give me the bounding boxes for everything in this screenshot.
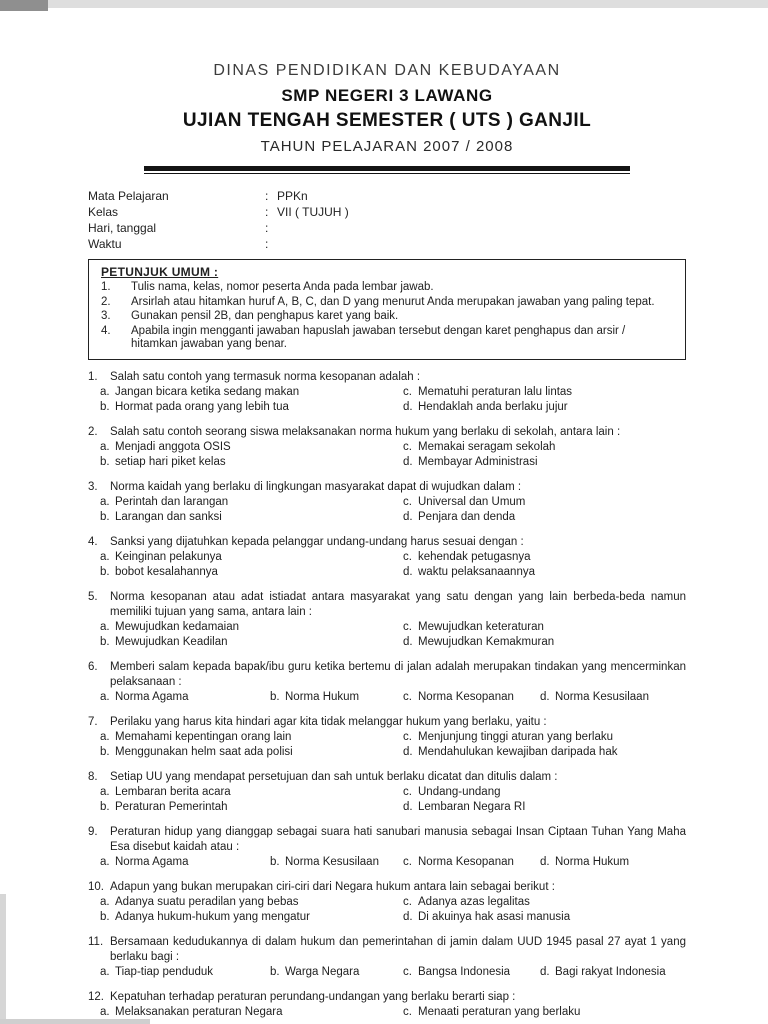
option-label: d. <box>540 855 550 868</box>
exam-title: UJIAN TENGAH SEMESTER ( UTS ) GANJIL <box>182 110 592 131</box>
option-label: d. <box>403 455 413 468</box>
options-grid <box>100 385 686 415</box>
option-text: Mematuhi peraturan lalu lintas <box>418 385 573 398</box>
option-text: Memahami kepentingan orang lain <box>115 730 292 743</box>
info-row <box>88 236 686 252</box>
question-12 <box>88 990 686 1020</box>
option-c <box>403 495 686 510</box>
options-grid <box>100 550 686 580</box>
option-text: waktu pelaksanaannya <box>418 565 535 578</box>
info-row <box>88 204 686 220</box>
question-stem <box>88 590 686 620</box>
instruction-number: 3. <box>101 310 111 322</box>
info-colon: : <box>265 189 269 203</box>
question-text: Norma kaidah yang berlaku di lingkungan masyarakat dapat di wujudkan dalam : <box>110 480 522 493</box>
option-c <box>403 620 686 635</box>
info-colon: : <box>265 221 269 235</box>
info-value <box>277 220 686 236</box>
option-text: Di akuinya hak asasi manusia <box>418 910 571 923</box>
option-label: d. <box>540 965 550 978</box>
option-a <box>100 855 270 870</box>
question-text: Peraturan hidup yang dianggap sebagai suara hati sanubari manusia sebagai Insan Ciptaan Tuhan Yang Maha Esa disebut kaidah atau : <box>110 825 686 853</box>
info-row <box>88 188 686 204</box>
info-value: PPKn <box>277 189 308 203</box>
option-text: Menggunakan helm saat ada polisi <box>115 745 293 758</box>
option-d <box>403 510 686 525</box>
question-9 <box>88 825 686 870</box>
option-d <box>540 965 666 980</box>
question-stem <box>88 770 686 785</box>
option-text: Menjunjung tinggi aturan yang berlaku <box>418 730 613 743</box>
option-text: Menjadi anggota OSIS <box>115 440 231 453</box>
options-grid <box>100 895 686 925</box>
option-b <box>100 800 403 815</box>
option-b <box>100 565 403 580</box>
option-text: Norma Kesopanan <box>418 855 514 868</box>
option-text: Mendahulukan kewajiban daripada hak <box>418 745 618 758</box>
option-label: c. <box>403 385 412 398</box>
options-row <box>100 690 686 705</box>
option-a <box>100 965 270 980</box>
question-text: Perilaku yang harus kita hindari agar kita tidak melanggar hukum yang berlaku, yaitu : <box>110 715 547 728</box>
info-label: Hari, tanggal <box>88 221 157 235</box>
option-text: Keinginan pelakunya <box>115 550 222 563</box>
option-label: d. <box>403 800 413 813</box>
option-c <box>403 690 540 705</box>
options-grid <box>100 1005 686 1020</box>
option-label: d. <box>403 565 413 578</box>
option-text: Norma Agama <box>115 690 189 703</box>
questions-section <box>88 370 686 1020</box>
option-text: Perintah dan larangan <box>115 495 229 508</box>
option-a <box>100 495 403 510</box>
option-label: c. <box>403 495 412 508</box>
option-text: Norma Kesopanan <box>418 690 514 703</box>
option-text: Adanya suatu peradilan yang bebas <box>115 895 299 908</box>
option-b <box>270 965 403 980</box>
option-label: c. <box>403 785 412 798</box>
option-label: b. <box>100 745 110 758</box>
option-text: kehendak petugasnya <box>418 550 531 563</box>
option-label: d. <box>403 400 413 413</box>
option-label: a. <box>100 385 110 398</box>
question-7 <box>88 715 686 760</box>
instruction-number: 1. <box>101 281 111 293</box>
info-value <box>277 236 686 252</box>
option-c <box>403 730 686 745</box>
option-text: Mewujudkan kedamaian <box>115 620 240 633</box>
option-d <box>403 800 686 815</box>
option-text: Bangsa Indonesia <box>418 965 511 978</box>
option-label: c. <box>403 855 412 868</box>
question-number: 5. <box>88 590 98 603</box>
question-text: Salah satu contoh seorang siswa melaksanakan norma hukum yang berlaku di sekolah, antara lain : <box>110 425 621 438</box>
option-b <box>100 745 403 760</box>
instruction-text: Arsirlah atau hitamkan huruf A, B, C, dan D yang menurut Anda merupakan jawaban yang paling tepat. <box>131 295 655 308</box>
instruction-text: Tulis nama, kelas, nomor peserta Anda pada lembar jawab. <box>131 281 434 293</box>
question-number: 12. <box>88 990 104 1003</box>
header-rule-thin <box>144 173 630 174</box>
question-number: 7. <box>88 715 98 728</box>
instruction-item <box>101 296 675 310</box>
option-text: Larangan dan sanksi <box>115 510 222 523</box>
option-label: c. <box>403 690 412 703</box>
document-header <box>88 62 686 174</box>
question-number: 10. <box>88 880 104 893</box>
option-label: c. <box>403 550 412 563</box>
option-text: Memakai seragam sekolah <box>418 440 556 453</box>
option-label: a. <box>100 440 110 453</box>
option-label: c. <box>403 965 412 978</box>
question-stem <box>88 715 686 730</box>
school-name: SMP NEGERI 3 LAWANG <box>281 86 493 105</box>
option-c <box>403 895 686 910</box>
option-text: Warga Negara <box>285 965 360 978</box>
department-title: DINAS PENDIDIKAN DAN KEBUDAYAAN <box>213 62 561 79</box>
option-label: b. <box>270 965 280 978</box>
options-row <box>100 855 686 870</box>
option-label: d. <box>540 690 550 703</box>
question-stem <box>88 935 686 965</box>
scan-artifact-bottom-strip <box>0 1019 150 1024</box>
instructions-title: PETUNJUK UMUM : <box>101 265 219 279</box>
options-grid <box>100 785 686 815</box>
question-text: Setiap UU yang mendapat persetujuan dan sah untuk berlaku dicatat dan ditulis dalam : <box>110 770 558 783</box>
option-a <box>100 785 403 800</box>
info-colon: : <box>265 237 269 251</box>
question-8 <box>88 770 686 815</box>
option-text: Mewujudkan Keadilan <box>115 635 228 648</box>
question-stem <box>88 660 686 690</box>
info-colon: : <box>265 205 269 219</box>
option-label: a. <box>100 495 110 508</box>
option-a <box>100 440 403 455</box>
option-d <box>403 565 686 580</box>
question-stem <box>88 425 686 440</box>
option-a <box>100 620 403 635</box>
options-grid <box>100 730 686 760</box>
option-label: b. <box>100 565 110 578</box>
question-10 <box>88 880 686 925</box>
option-text: setiap hari piket kelas <box>115 455 226 468</box>
question-number: 4. <box>88 535 98 548</box>
option-text: Lembaran Negara RI <box>418 800 526 813</box>
option-c <box>403 855 540 870</box>
instruction-text: Gunakan pensil 2B, dan penghapus karet yang baik. <box>131 310 399 322</box>
option-text: Mewujudkan Kemakmuran <box>418 635 555 648</box>
option-c <box>403 385 686 400</box>
question-1 <box>88 370 686 415</box>
option-b <box>100 400 403 415</box>
option-text: Adanya azas legalitas <box>418 895 530 908</box>
option-label: b. <box>100 400 110 413</box>
question-stem <box>88 825 686 855</box>
scan-artifact-bottom-left <box>0 894 6 1024</box>
options-grid <box>100 620 686 650</box>
question-number: 9. <box>88 825 98 838</box>
instruction-number: 4. <box>101 324 111 337</box>
question-text: Kepatuhan terhadap peraturan perundang-undangan yang berlaku berarti siap : <box>110 990 516 1003</box>
question-number: 8. <box>88 770 98 783</box>
option-b <box>100 910 403 925</box>
option-label: d. <box>403 510 413 523</box>
option-label: a. <box>100 895 110 908</box>
option-text: Melaksanakan peraturan Negara <box>115 1005 283 1018</box>
option-label: d. <box>403 910 413 923</box>
academic-year: TAHUN PELAJARAN 2007 / 2008 <box>260 138 514 155</box>
question-number: 11. <box>88 935 104 948</box>
scan-artifact-top-corner <box>0 0 48 11</box>
option-d <box>403 910 686 925</box>
question-text: Memberi salam kepada bapak/ibu guru ketika bertemu di jalan adalah merupakan tindakan yang mencerminkan pelaksanaan : <box>110 660 686 688</box>
question-stem <box>88 535 686 550</box>
option-text: Membayar Administrasi <box>418 455 538 468</box>
option-text: Bagi rakyat Indonesia <box>555 965 666 978</box>
question-stem <box>88 880 686 895</box>
option-a <box>100 1005 403 1020</box>
option-text: Mewujudkan keteraturan <box>418 620 544 633</box>
question-text: Norma kesopanan atau adat istiadat antara masyarakat yang satu dengan yang lain berbeda-beda namun memiliki tujuan yang sama, antara lain : <box>110 590 686 618</box>
header-rule-thick <box>144 166 630 171</box>
option-d <box>540 855 629 870</box>
option-text: Norma Agama <box>115 855 189 868</box>
question-11 <box>88 935 686 980</box>
option-text: Hendaklah anda berlaku jujur <box>418 400 568 413</box>
option-b <box>100 510 403 525</box>
option-label: a. <box>100 620 110 633</box>
option-text: Adanya hukum-hukum yang mengatur <box>115 910 310 923</box>
question-number: 2. <box>88 425 98 438</box>
option-label: c. <box>403 895 412 908</box>
option-label: a. <box>100 965 110 978</box>
option-b <box>270 690 403 705</box>
option-text: Penjara dan denda <box>418 510 516 523</box>
option-text: Menaati peraturan yang berlaku <box>418 1005 581 1018</box>
option-label: a. <box>100 785 110 798</box>
instruction-item <box>101 325 675 352</box>
instructions-box <box>88 259 686 360</box>
option-d <box>403 400 686 415</box>
question-5 <box>88 590 686 650</box>
question-stem <box>88 990 686 1005</box>
info-label: Waktu <box>88 237 122 251</box>
question-6 <box>88 660 686 705</box>
option-label: b. <box>100 800 110 813</box>
option-label: b. <box>100 910 110 923</box>
question-number: 3. <box>88 480 98 493</box>
option-c <box>403 550 686 565</box>
option-label: a. <box>100 855 110 868</box>
instructions-list <box>101 281 675 352</box>
option-label: c. <box>403 440 412 453</box>
instruction-text: Apabila ingin mengganti jawaban hapuslah jawaban tersebut dengan karet penghapus dan arsir / hitamkan jawaban yang benar. <box>131 324 626 350</box>
info-label: Kelas <box>88 205 119 219</box>
option-a <box>100 730 403 745</box>
question-text: Bersamaan kedudukannya di dalam hukum dan pemerintahan di jamin dalam UUD 1945 pasal 27 ayat 1 yang berlaku bagi : <box>110 935 686 963</box>
options-row <box>100 965 686 980</box>
option-text: Norma Hukum <box>555 855 630 868</box>
option-b <box>100 635 403 650</box>
option-d <box>403 455 686 470</box>
option-text: Undang-undang <box>418 785 501 798</box>
option-label: a. <box>100 730 110 743</box>
option-d <box>540 690 649 705</box>
question-3 <box>88 480 686 525</box>
option-label: a. <box>100 550 110 563</box>
option-label: b. <box>100 455 110 468</box>
option-text: Hormat pada orang yang lebih tua <box>115 400 289 413</box>
option-label: c. <box>403 620 412 633</box>
option-label: b. <box>270 855 280 868</box>
option-a <box>100 690 270 705</box>
instruction-item <box>101 281 675 295</box>
option-label: b. <box>270 690 280 703</box>
option-text: Norma Kesusilaan <box>285 855 379 868</box>
option-a <box>100 550 403 565</box>
info-value: VII ( TUJUH ) <box>277 205 349 219</box>
option-label: a. <box>100 690 110 703</box>
option-label: d. <box>403 745 413 758</box>
option-c <box>403 1005 686 1020</box>
instruction-item <box>101 310 675 324</box>
option-label: c. <box>403 730 412 743</box>
question-stem <box>88 370 686 385</box>
option-d <box>403 745 686 760</box>
options-grid <box>100 440 686 470</box>
option-text: Peraturan Pemerintah <box>115 800 228 813</box>
option-label: a. <box>100 1005 110 1018</box>
question-stem <box>88 480 686 495</box>
option-d <box>403 635 686 650</box>
info-label: Mata Pelajaran <box>88 189 169 203</box>
options-grid <box>100 495 686 525</box>
question-text: Salah satu contoh yang termasuk norma kesopanan adalah : <box>110 370 421 383</box>
option-text: Lembaran berita acara <box>115 785 231 798</box>
option-c <box>403 965 540 980</box>
scan-artifact-top <box>0 0 768 8</box>
instruction-number: 2. <box>101 295 111 308</box>
option-a <box>100 385 403 400</box>
option-text: Norma Kesusilaan <box>555 690 649 703</box>
option-label: b. <box>100 635 110 648</box>
option-text: Jangan bicara ketika sedang makan <box>115 385 300 398</box>
question-number: 6. <box>88 660 98 673</box>
option-c <box>403 440 686 455</box>
exam-info <box>88 188 686 252</box>
question-text: Adapun yang bukan merupakan ciri-ciri dari Negara hukum antara lain sebagai berikut : <box>110 880 555 893</box>
option-b <box>100 455 403 470</box>
info-row <box>88 220 686 236</box>
option-text: Universal dan Umum <box>418 495 526 508</box>
option-text: Tiap-tiap penduduk <box>115 965 214 978</box>
option-label: d. <box>403 635 413 648</box>
option-text: Norma Hukum <box>285 690 360 703</box>
question-4 <box>88 535 686 580</box>
option-c <box>403 785 686 800</box>
option-b <box>270 855 403 870</box>
option-label: b. <box>100 510 110 523</box>
question-text: Sanksi yang dijatuhkan kepada pelanggar undang-undang harus sesuai dengan : <box>110 535 524 548</box>
question-number: 1. <box>88 370 98 383</box>
question-2 <box>88 425 686 470</box>
option-a <box>100 895 403 910</box>
option-text: bobot kesalahannya <box>115 565 218 578</box>
option-label: c. <box>403 1005 412 1018</box>
